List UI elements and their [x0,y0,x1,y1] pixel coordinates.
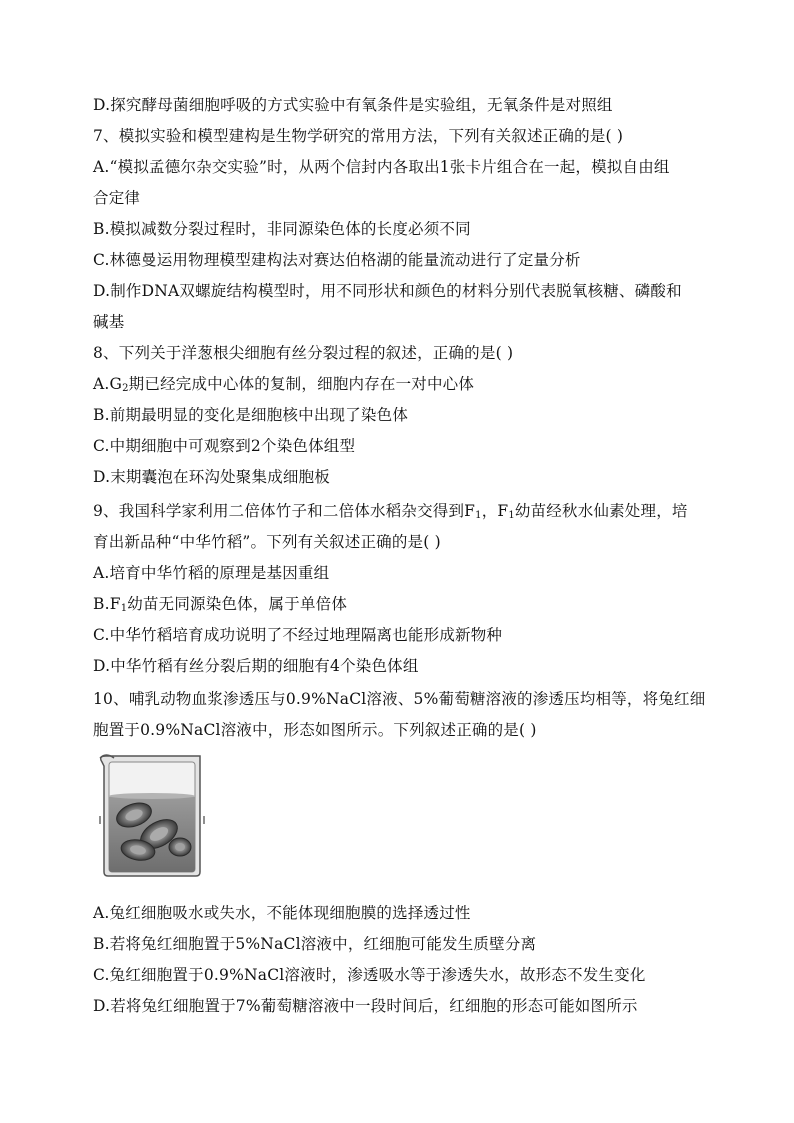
q9-stem-line2: 育出新品种“中华竹稻”。下列有关叙述正确的是( ) [93,533,441,551]
q10-option-c: C.兔红细胞置于0.9%NaCl溶液时，渗透吸水等于渗透失水，故形态不发生变化 [93,966,646,984]
q9-stem-line1 [93,500,688,522]
q7-option-c: C.林德曼运用物理模型建构法对赛达伯格湖的能量流动进行了定量分析 [93,251,581,269]
beaker-figure [96,752,208,880]
q9-stem-part2: ，F [481,502,509,520]
beaker-illustration [96,752,208,880]
q9-option-b [93,593,347,615]
q9-option-b-subscript: 1 [120,603,128,614]
q10-stem-line2: 胞置于0.9%NaCl溶液中，形态如图所示。下列叙述正确的是( ) [93,721,537,739]
q7-option-a-line1: A.“模拟孟德尔杂交实验”时，从两个信封内各取出1张卡片组合在一起，模拟自由组 [93,158,670,176]
q6-option-d: D.探究酵母菌细胞呼吸的方式实验中有氧条件是实验组，无氧条件是对照组 [93,96,613,114]
q8-option-a-subscript: 2 [122,383,129,394]
q7-option-b: B.模拟减数分裂过程时，非同源染色体的长度必须不同 [93,220,471,238]
q9-stem-subscript2: 1 [508,510,515,521]
q9-option-b-prefix: B.F [93,595,121,613]
q8-stem: 8、下列关于洋葱根尖细胞有丝分裂过程的叙述，正确的是( ) [93,344,514,362]
q8-option-a-text: 期已经完成中心体的复制，细胞内存在一对中心体 [128,375,475,393]
q8-option-a-prefix: A.G [93,375,123,393]
q10-option-a: A.兔红细胞吸水或失水，不能体现细胞膜的选择透过性 [93,904,471,922]
q7-option-d-line1: D.制作DNA双螺旋结构模型时，用不同形状和颜色的材料分别代表脱氧核糖、磷酸和 [93,282,682,300]
q7-option-a-line2: 合定律 [93,189,141,207]
q10-option-b: B.若将兔红细胞置于5%NaCl溶液中，红细胞可能发生质壁分离 [93,935,537,953]
q7-option-d-line2: 碱基 [93,313,125,331]
q10-stem-line1: 10、哺乳动物血浆渗透压与0.9%NaCl溶液、5%葡萄糖溶液的渗透压均相等，将兔红细 [93,690,706,708]
q8-option-a [93,373,474,395]
q9-option-b-text: 幼苗无同源染色体，属于单倍体 [127,595,348,613]
q9-stem-part3: 幼苗经秋水仙素处理，培 [514,502,688,520]
q8-option-d: D.末期囊泡在环沟处聚集成细胞板 [93,468,331,486]
q9-option-c: C.中华竹稻培育成功说明了不经过地理隔离也能形成新物种 [93,626,503,644]
q9-stem-subscript1: 1 [475,510,482,521]
q9-option-a: A.培育中华竹稻的原理是基因重组 [93,564,330,582]
q8-option-b: B.前期最明显的变化是细胞核中出现了染色体 [93,406,409,424]
q10-option-d: D.若将兔红细胞置于7%葡萄糖溶液中一段时间后，红细胞的形态可能如图所示 [93,997,638,1015]
q8-option-c: C.中期细胞中可观察到2个染色体组型 [93,437,356,455]
q9-option-d: D.中华竹稻有丝分裂后期的细胞有4个染色体组 [93,657,419,675]
q9-stem-part1: 9、我国科学家利用二倍体竹子和二倍体水稻杂交得到F [93,502,476,520]
q7-stem: 7、模拟实验和模型建构是生物学研究的常用方法，下列有关叙述正确的是( ) [93,127,624,145]
